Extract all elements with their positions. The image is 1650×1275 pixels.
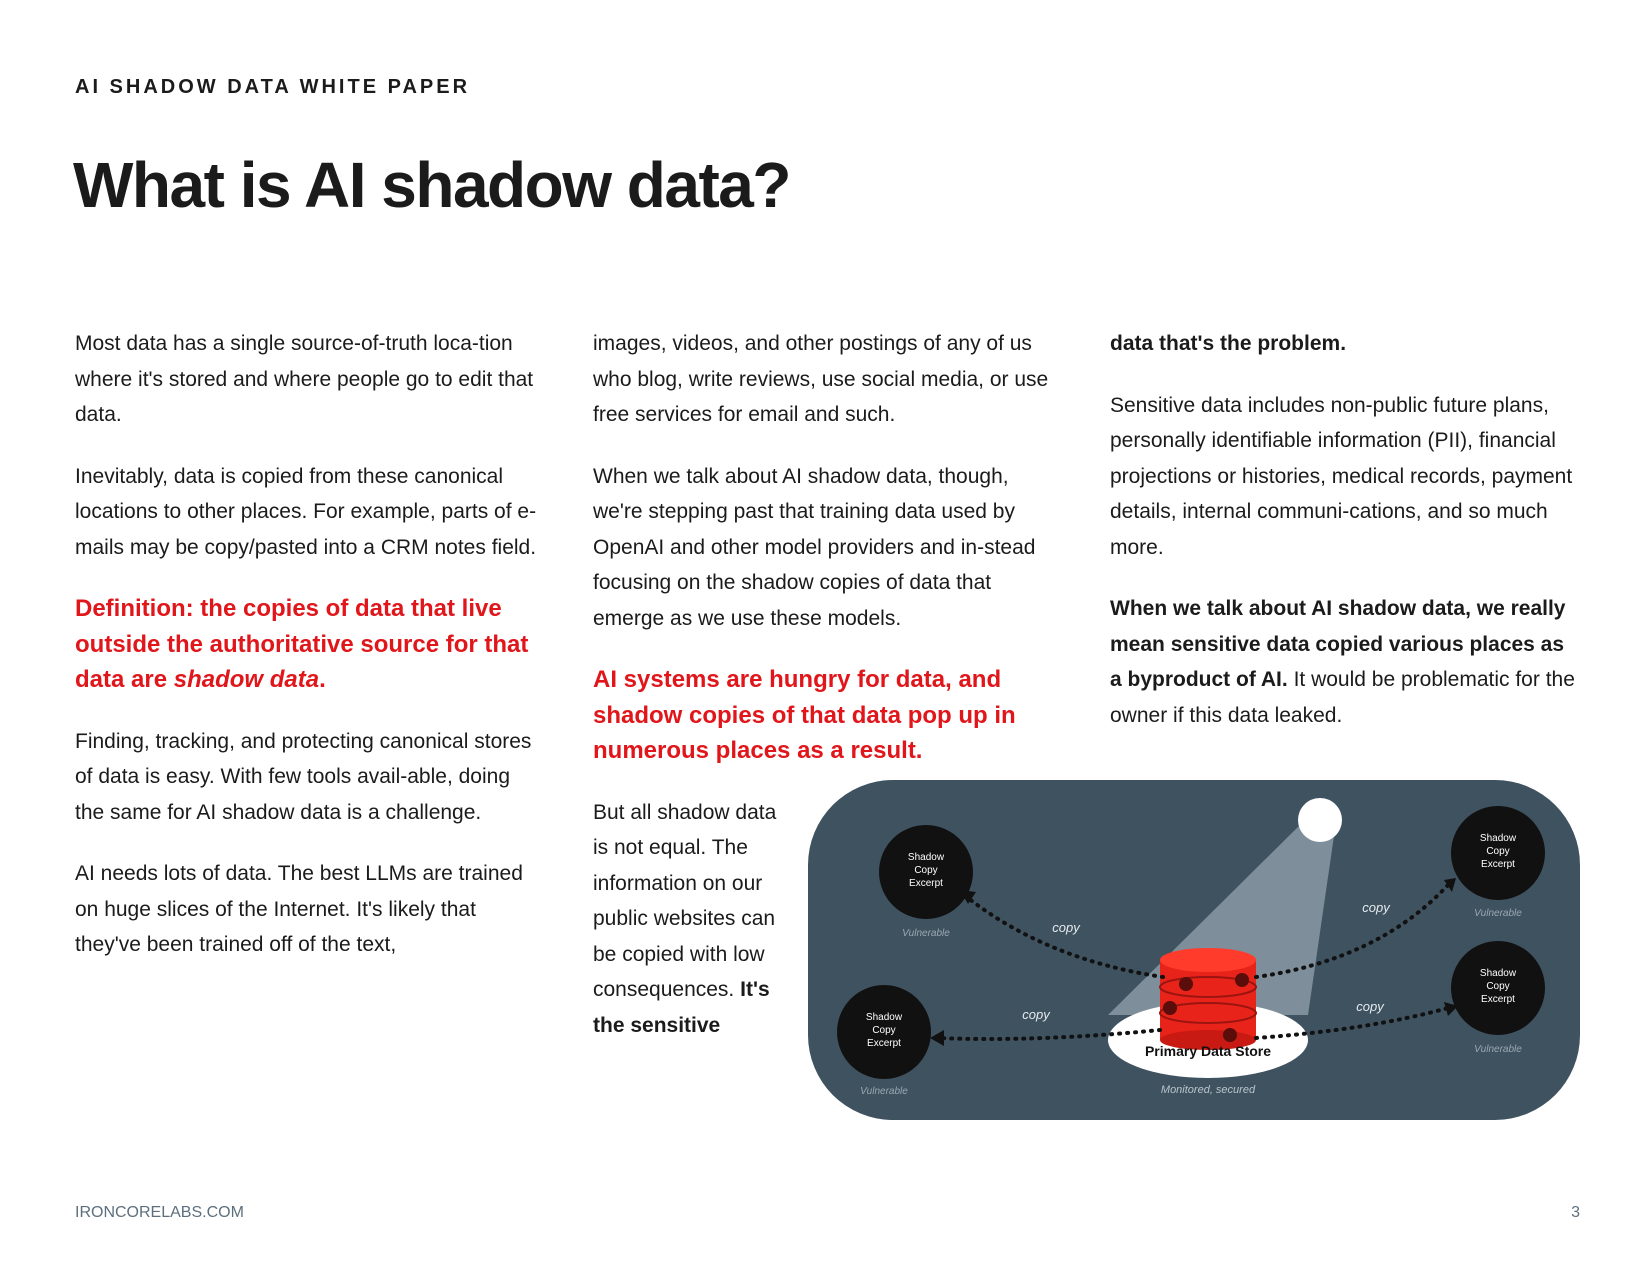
node-sublabel: Vulnerable	[1474, 908, 1522, 919]
document-kicker: AI SHADOW DATA WHITE PAPER	[75, 76, 471, 98]
column-1	[75, 326, 545, 989]
paragraph-bold: It's the sensitive	[593, 978, 770, 1037]
node-label: Copy	[914, 865, 938, 876]
node-sublabel: Vulnerable	[860, 1086, 908, 1097]
definition-period: .	[319, 666, 326, 693]
node-sublabel: Vulnerable	[1474, 1044, 1522, 1055]
node-label: Shadow	[865, 1012, 903, 1023]
node-label: Excerpt	[867, 1038, 901, 1049]
paragraph: AI needs lots of data. The best LLMs are trained on huge slices of the Internet. It's likely that they've been trained off of the text,	[75, 862, 523, 956]
database-icon	[1160, 948, 1256, 1050]
paragraph: Finding, tracking, and protecting canonical stores of data is easy. With few tools avail-able, doing the same for AI shadow data is a challenge.	[75, 729, 532, 824]
page-title: What is AI shadow data?	[73, 149, 790, 221]
store-label: Primary Data Store	[1144, 1043, 1272, 1059]
paragraph: images, videos, and other postings of any of us who blog, write reviews, use social media, or use free services for email and such.	[593, 332, 1049, 426]
definition-callout	[75, 591, 545, 698]
copy-label: copy	[1356, 999, 1384, 1014]
footer-site-link[interactable]: IRONCORELABS.COM	[75, 1204, 244, 1221]
paragraph-bold: data that's the problem.	[1110, 332, 1347, 355]
definition-text: Definition: the copies of data that live outside the authoritative source for that data are	[75, 595, 529, 693]
copy-label: copy	[1052, 920, 1080, 935]
node-label: Copy	[1486, 981, 1510, 992]
node-label: Shadow	[1479, 833, 1517, 844]
node-label: Shadow	[907, 852, 945, 863]
paragraph	[1110, 591, 1580, 733]
shadow-data-diagram	[808, 780, 1580, 1120]
node-label: Shadow	[1479, 968, 1517, 979]
node-sublabel: Vulnerable	[902, 928, 950, 939]
definition-emphasis: shadow data	[173, 666, 320, 693]
highlight-callout: AI systems are hungry for data, and shadow copies of that data pop up in numerous places as a result.	[593, 666, 1016, 764]
paragraph: When we talk about AI shadow data, though, we're stepping past that training data used by OpenAI and other model providers and in-stead focusing on the shadow copies of data that emerge as we use these models.	[593, 464, 1036, 630]
page-number: 3	[1571, 1204, 1580, 1221]
paragraph: Inevitably, data is copied from these canonical locations to other places. For example, parts of e-mails may be copy/pasted into a CRM notes field.	[75, 464, 537, 559]
copy-label: copy	[1362, 900, 1390, 915]
node-label: Excerpt	[909, 878, 943, 889]
column-3	[1110, 326, 1580, 759]
node-label: Excerpt	[1481, 994, 1515, 1005]
paragraph-text: But all shadow data is not equal. The information on our public websites can be copied with low consequences.	[593, 800, 777, 1001]
store-sublabel: Monitored, secured	[1160, 1084, 1256, 1096]
node-label: Copy	[1486, 846, 1510, 857]
node-label: Excerpt	[1481, 859, 1515, 870]
copy-label: copy	[1022, 1007, 1050, 1022]
paragraph-text: It would be problematic for the owner if this data leaked.	[1110, 668, 1575, 727]
spotlight-icon	[1298, 798, 1342, 842]
paragraph-bold: When we talk about AI shadow data, we really mean sensitive data copied various places as a byproduct of AI.	[1110, 597, 1566, 691]
node-label: Copy	[872, 1025, 896, 1036]
paragraph: Most data has a single source-of-truth loca-tion where it's stored and where people go to edit that data.	[75, 332, 534, 426]
paragraph	[593, 795, 793, 1044]
paragraph: Sensitive data includes non-public future plans, personally identifiable information (PII), financial projections or histories, medical records, payment details, internal communi-cations, and so much more.	[1110, 393, 1573, 559]
